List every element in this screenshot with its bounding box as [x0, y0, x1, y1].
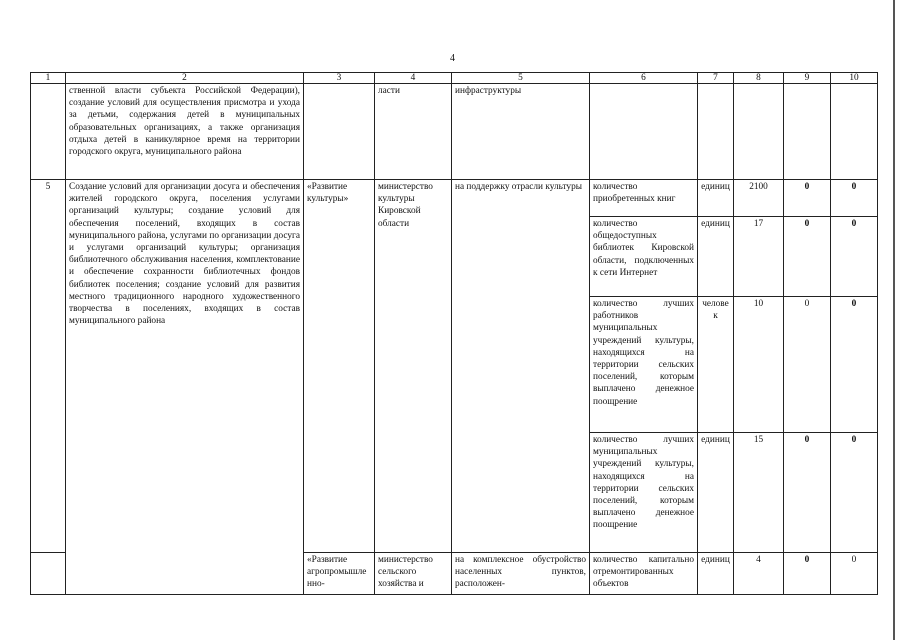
- indicator-name: количество общедоступных библиотек Кировской области, подключенных к сети Интернет: [590, 217, 698, 297]
- column-number: 4: [375, 73, 452, 84]
- section5-row-1: [31, 180, 878, 217]
- section-description: Создание условий для организации досуга и обеспечения жителей городского округа, поселения услугами организаций культуры; создание условий для обеспечения поселений, входящих в состав муниципального района, услугами по организации досуга и услугами организаций культуры; организация библиотечного обслуживания населения, комплектование и обеспечение сохранности библиотечных фондов библиотек поселения; создание условий для развития местного традиционного народного художественного творчества в поселениях, входящих в состав муниципального района: [66, 180, 304, 595]
- indicator-unit: единиц: [698, 433, 734, 553]
- indicator-name: количество приобретенных книг: [590, 180, 698, 217]
- program-name: «Развитие агропромышленно-: [304, 553, 375, 595]
- indicator-name: количество лучших муниципальных учреждений культуры, находящихся на территории сельских поселений, которым выплачено денежное поощрение: [590, 433, 698, 553]
- cell-empty: [831, 84, 878, 180]
- column-number: 3: [304, 73, 375, 84]
- cell-empty: [784, 84, 831, 180]
- section-number: 5: [31, 180, 66, 553]
- subsidy-purpose: на комплексное обустройство населенных пунктов, расположен-: [452, 553, 590, 595]
- column-number: 9: [784, 73, 831, 84]
- column-number: 1: [31, 73, 66, 84]
- indicator-unit: человек: [698, 297, 734, 433]
- ministry-name: министерство сельского хозяйства и: [375, 553, 452, 595]
- indicator-value-col10: 0: [831, 433, 878, 553]
- cell-empty: [698, 84, 734, 180]
- indicator-value-col9: 0: [784, 553, 831, 595]
- indicator-value-col10: 0: [831, 217, 878, 297]
- continued-purpose: инфраструктуры: [452, 84, 590, 180]
- page-number: 4: [450, 53, 455, 64]
- indicator-value-col9: 0: [784, 180, 831, 217]
- program-name: «Развитие культуры»: [304, 180, 375, 553]
- indicator-unit: единиц: [698, 180, 734, 217]
- column-number: 2: [66, 73, 304, 84]
- indicator-name: количество капитально отремонтированных объектов: [590, 553, 698, 595]
- cell-empty: [734, 84, 784, 180]
- continued-ministry: ласти: [375, 84, 452, 180]
- indicator-unit: единиц: [698, 217, 734, 297]
- scan-edge-line: [893, 0, 895, 640]
- indicator-value-col9: 0: [784, 433, 831, 553]
- indicator-value-col8: 17: [734, 217, 784, 297]
- cell-empty: [31, 84, 66, 180]
- ministry-name: министерство культуры Кировской области: [375, 180, 452, 553]
- cell-empty: [590, 84, 698, 180]
- column-number: 6: [590, 73, 698, 84]
- indicator-value-col9: 0: [784, 297, 831, 433]
- indicator-value-col10: 0: [831, 297, 878, 433]
- indicator-value-col10: 0: [831, 553, 878, 595]
- indicator-value-col8: 4: [734, 553, 784, 595]
- column-number: 10: [831, 73, 878, 84]
- continuation-row: [31, 84, 878, 180]
- cell-empty: [304, 84, 375, 180]
- indicator-unit: единиц: [698, 553, 734, 595]
- subsidy-purpose: на поддержку отрасли культуры: [452, 180, 590, 553]
- continued-description: ственной власти субъекта Российской Федерации), создание условий для осуществления присмотра и ухода за детьми, содержания детей в муниципальных образовательных организациях, а также организация отдыха детей в каникулярное время на территории городского округа, муниципального района: [66, 84, 304, 180]
- column-number: 5: [452, 73, 590, 84]
- column-number: 7: [698, 73, 734, 84]
- indicator-value-col9: 0: [784, 217, 831, 297]
- indicator-value-col8: 2100: [734, 180, 784, 217]
- indicator-value-col8: 15: [734, 433, 784, 553]
- document-table: [30, 72, 878, 595]
- column-number: 8: [734, 73, 784, 84]
- indicator-name: количество лучших работников муниципальных учреждений культуры, находящихся на территории сельских поселений, которым выплачено денежное поощрение: [590, 297, 698, 433]
- indicator-value-col8: 10: [734, 297, 784, 433]
- column-number-row: [31, 73, 878, 84]
- cell-empty: [31, 553, 66, 595]
- indicator-value-col10: 0: [831, 180, 878, 217]
